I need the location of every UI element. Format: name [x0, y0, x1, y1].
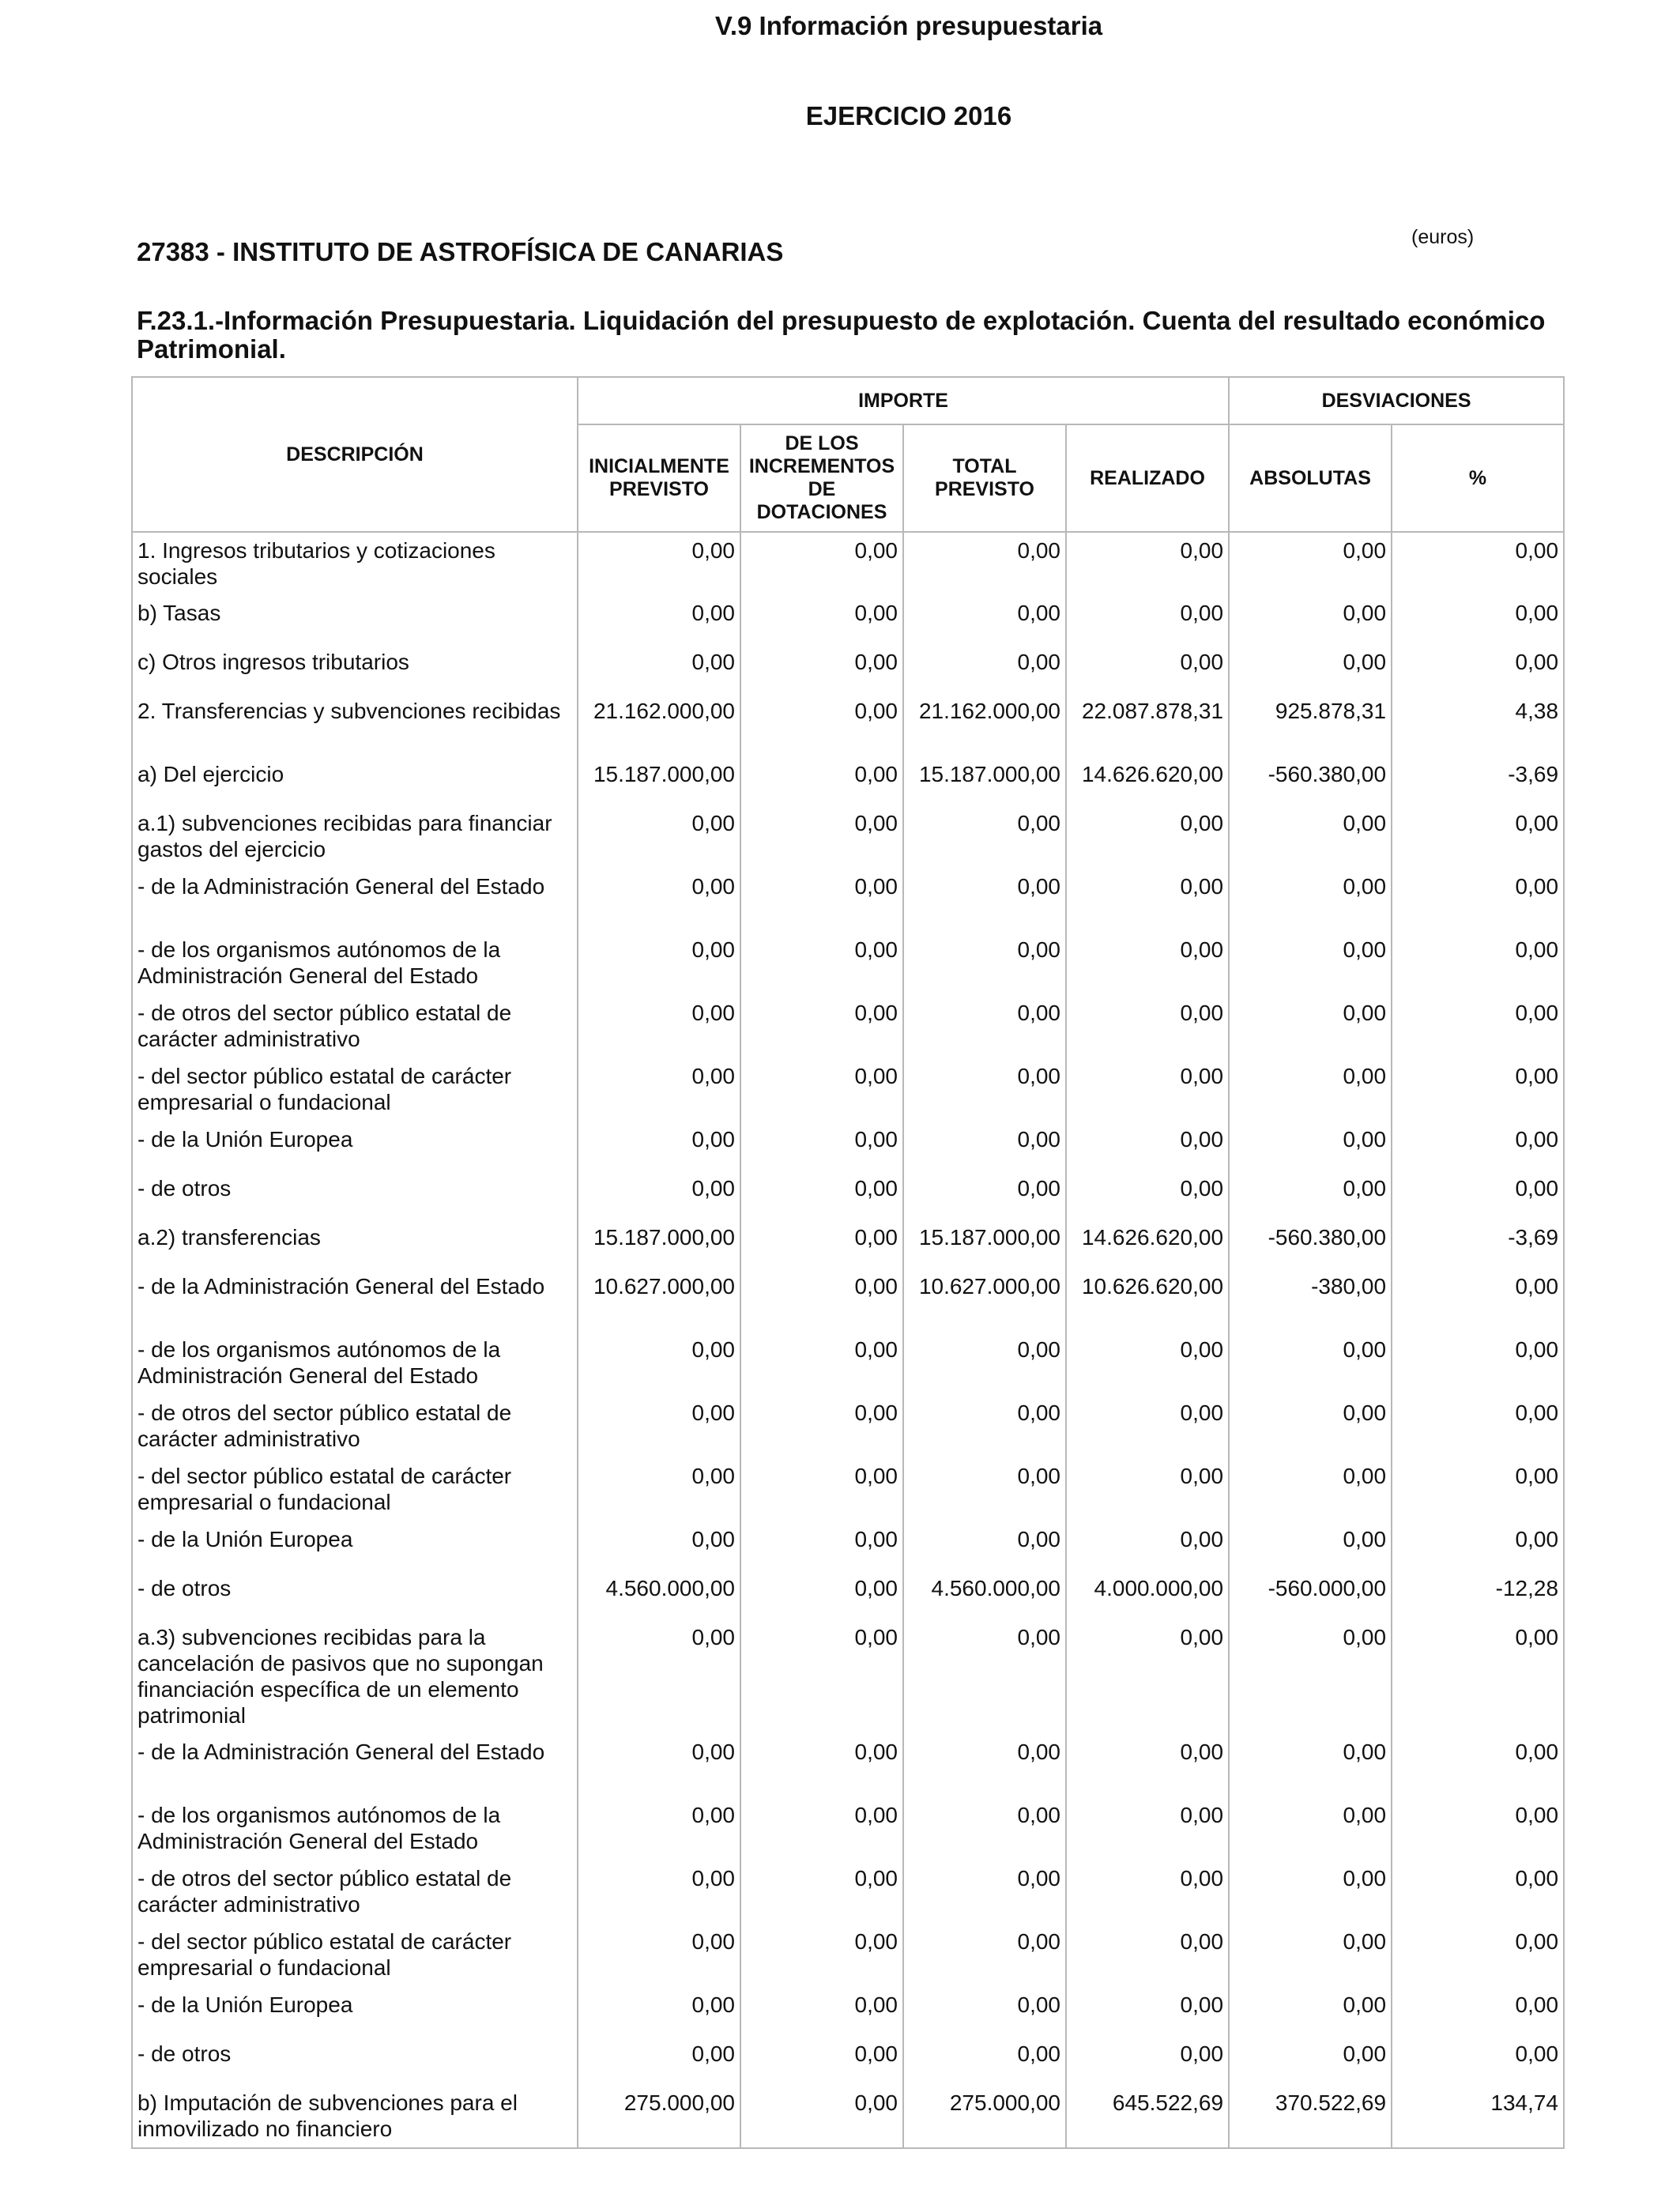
cell-inicialmente-previsto: 0,00: [578, 995, 740, 1058]
table-row: [132, 1619, 1564, 1734]
cell-porcentaje: 0,00: [1392, 1797, 1564, 1860]
cell-inicialmente-previsto: 0,00: [578, 1332, 740, 1395]
cell-total-previsto: 15.187.000,00: [903, 756, 1066, 805]
cell-inicialmente-previsto: 0,00: [578, 532, 740, 595]
cell-total-previsto: 4.560.000,00: [903, 1570, 1066, 1619]
cell-incrementos: 0,00: [740, 1058, 903, 1122]
cell-total-previsto: 0,00: [903, 644, 1066, 693]
header-desviaciones: DESVIACIONES: [1229, 377, 1564, 424]
cell-inicialmente-previsto: 275.000,00: [578, 2085, 740, 2148]
cell-absolutas: 0,00: [1229, 595, 1392, 644]
cell-realizado: 0,00: [1066, 1734, 1229, 1797]
row-description: - de los organismos autónomos de la Administración General del Estado: [132, 932, 578, 995]
cell-incrementos: 0,00: [740, 2085, 903, 2148]
cell-total-previsto: 0,00: [903, 1058, 1066, 1122]
cell-porcentaje: 0,00: [1392, 1332, 1564, 1395]
cell-inicialmente-previsto: 0,00: [578, 2036, 740, 2085]
table-row: [132, 1521, 1564, 1570]
table-row: [132, 532, 1564, 595]
cell-inicialmente-previsto: 0,00: [578, 595, 740, 644]
table-row: [132, 1269, 1564, 1332]
table-row: [132, 1332, 1564, 1395]
cell-porcentaje: 0,00: [1392, 869, 1564, 932]
cell-realizado: 0,00: [1066, 1521, 1229, 1570]
currency-units: (euros): [1411, 226, 1475, 248]
cell-realizado: 0,00: [1066, 1797, 1229, 1860]
cell-porcentaje: 0,00: [1392, 2036, 1564, 2085]
cell-incrementos: 0,00: [740, 1619, 903, 1734]
cell-inicialmente-previsto: 0,00: [578, 1797, 740, 1860]
cell-total-previsto: 0,00: [903, 1797, 1066, 1860]
header-importe: IMPORTE: [578, 377, 1229, 424]
cell-total-previsto: 0,00: [903, 595, 1066, 644]
cell-total-previsto: 0,00: [903, 932, 1066, 995]
header-total-previsto: TOTAL PREVISTO: [903, 424, 1066, 532]
cell-porcentaje: 134,74: [1392, 2085, 1564, 2148]
cell-porcentaje: 0,00: [1392, 995, 1564, 1058]
cell-incrementos: 0,00: [740, 532, 903, 595]
cell-total-previsto: 0,00: [903, 2036, 1066, 2085]
header-inicialmente-previsto: INICIALMENTE PREVISTO: [578, 424, 740, 532]
cell-incrementos: 0,00: [740, 1570, 903, 1619]
cell-absolutas: 0,00: [1229, 1619, 1392, 1734]
cell-incrementos: 0,00: [740, 1171, 903, 1220]
header-porcentaje: %: [1392, 424, 1564, 532]
cell-porcentaje: -3,69: [1392, 756, 1564, 805]
cell-absolutas: 0,00: [1229, 1058, 1392, 1122]
cell-absolutas: 0,00: [1229, 1395, 1392, 1458]
page-title: V.9 Información presupuestaria: [714, 11, 1103, 40]
cell-porcentaje: 0,00: [1392, 1458, 1564, 1521]
cell-realizado: 22.087.878,31: [1066, 693, 1229, 756]
cell-inicialmente-previsto: 0,00: [578, 1734, 740, 1797]
cell-porcentaje: 0,00: [1392, 1058, 1564, 1122]
cell-total-previsto: 0,00: [903, 805, 1066, 869]
table-row: [132, 932, 1564, 995]
cell-inicialmente-previsto: 15.187.000,00: [578, 1220, 740, 1269]
row-description: - de la Unión Europea: [132, 1987, 578, 2036]
cell-incrementos: 0,00: [740, 1269, 903, 1332]
cell-inicialmente-previsto: 0,00: [578, 644, 740, 693]
cell-incrementos: 0,00: [740, 1521, 903, 1570]
row-description: - de otros: [132, 2036, 578, 2085]
table-row: [132, 2085, 1564, 2148]
row-description: a.1) subvenciones recibidas para financiar gastos del ejercicio: [132, 805, 578, 869]
cell-absolutas: 0,00: [1229, 1734, 1392, 1797]
header-incrementos-dotaciones: DE LOS INCREMENTOS DE DOTACIONES: [740, 424, 903, 532]
cell-porcentaje: 0,00: [1392, 1619, 1564, 1734]
cell-realizado: 0,00: [1066, 1058, 1229, 1122]
cell-porcentaje: 0,00: [1392, 644, 1564, 693]
cell-total-previsto: 21.162.000,00: [903, 693, 1066, 756]
row-description: - de otros del sector público estatal de carácter administrativo: [132, 1395, 578, 1458]
table-row: [132, 1987, 1564, 2036]
cell-realizado: 0,00: [1066, 1860, 1229, 1924]
cell-absolutas: 0,00: [1229, 1797, 1392, 1860]
cell-porcentaje: 0,00: [1392, 1987, 1564, 2036]
cell-absolutas: 0,00: [1229, 1987, 1392, 2036]
cell-absolutas: 0,00: [1229, 805, 1392, 869]
cell-incrementos: 0,00: [740, 756, 903, 805]
row-description: - de otros: [132, 1171, 578, 1220]
cell-inicialmente-previsto: 0,00: [578, 1619, 740, 1734]
cell-absolutas: 0,00: [1229, 869, 1392, 932]
table-row: [132, 2036, 1564, 2085]
row-description: - de otros del sector público estatal de carácter administrativo: [132, 995, 578, 1058]
row-description: - del sector público estatal de carácter empresarial o fundacional: [132, 1458, 578, 1521]
table-row: [132, 693, 1564, 756]
cell-incrementos: 0,00: [740, 693, 903, 756]
cell-total-previsto: 0,00: [903, 995, 1066, 1058]
cell-inicialmente-previsto: 15.187.000,00: [578, 756, 740, 805]
cell-total-previsto: 0,00: [903, 1122, 1066, 1171]
cell-realizado: 0,00: [1066, 1171, 1229, 1220]
cell-incrementos: 0,00: [740, 1987, 903, 2036]
cell-porcentaje: 0,00: [1392, 1269, 1564, 1332]
cell-incrementos: 0,00: [740, 1924, 903, 1987]
cell-realizado: 0,00: [1066, 532, 1229, 595]
cell-total-previsto: 0,00: [903, 1171, 1066, 1220]
cell-inicialmente-previsto: 0,00: [578, 1171, 740, 1220]
cell-realizado: 4.000.000,00: [1066, 1570, 1229, 1619]
cell-absolutas: 0,00: [1229, 1521, 1392, 1570]
cell-inicialmente-previsto: 21.162.000,00: [578, 693, 740, 756]
cell-inicialmente-previsto: 0,00: [578, 1521, 740, 1570]
row-description: - de la Administración General del Estado: [132, 1269, 578, 1332]
cell-total-previsto: 0,00: [903, 1458, 1066, 1521]
cell-incrementos: 0,00: [740, 2036, 903, 2085]
cell-total-previsto: 0,00: [903, 532, 1066, 595]
cell-incrementos: 0,00: [740, 1797, 903, 1860]
table-row: [132, 1570, 1564, 1619]
cell-realizado: 0,00: [1066, 1924, 1229, 1987]
cell-porcentaje: 0,00: [1392, 532, 1564, 595]
cell-incrementos: 0,00: [740, 1220, 903, 1269]
row-description: - de la Unión Europea: [132, 1122, 578, 1171]
table-row: [132, 1860, 1564, 1924]
section-title: F.23.1.-Información Presupuestaria. Liquidación del presupuesto de explotación. Cuenta del resultado económico Patrimonial.: [137, 306, 1546, 364]
row-description: 1. Ingresos tributarios y cotizaciones sociales: [132, 532, 578, 595]
cell-incrementos: 0,00: [740, 1332, 903, 1395]
cell-absolutas: -560.000,00: [1229, 1570, 1392, 1619]
cell-absolutas: -560.380,00: [1229, 756, 1392, 805]
table-body: [132, 532, 1564, 2148]
cell-porcentaje: 0,00: [1392, 932, 1564, 995]
cell-porcentaje: 0,00: [1392, 1521, 1564, 1570]
cell-inicialmente-previsto: 0,00: [578, 869, 740, 932]
table-row: [132, 869, 1564, 932]
cell-absolutas: 0,00: [1229, 1171, 1392, 1220]
cell-total-previsto: 275.000,00: [903, 2085, 1066, 2148]
row-description: - de la Administración General del Estado: [132, 869, 578, 932]
cell-realizado: 10.626.620,00: [1066, 1269, 1229, 1332]
cell-inicialmente-previsto: 0,00: [578, 805, 740, 869]
cell-realizado: 0,00: [1066, 805, 1229, 869]
row-description: a) Del ejercicio: [132, 756, 578, 805]
cell-absolutas: 0,00: [1229, 1122, 1392, 1171]
cell-incrementos: 0,00: [740, 644, 903, 693]
row-description: - de la Administración General del Estado: [132, 1734, 578, 1797]
cell-realizado: 0,00: [1066, 1458, 1229, 1521]
cell-absolutas: -380,00: [1229, 1269, 1392, 1332]
table-row: [132, 644, 1564, 693]
table-row: [132, 995, 1564, 1058]
cell-inicialmente-previsto: 0,00: [578, 1395, 740, 1458]
cell-realizado: 0,00: [1066, 869, 1229, 932]
cell-inicialmente-previsto: 10.627.000,00: [578, 1269, 740, 1332]
cell-porcentaje: 0,00: [1392, 1860, 1564, 1924]
row-description: - del sector público estatal de carácter empresarial o fundacional: [132, 1924, 578, 1987]
cell-total-previsto: 0,00: [903, 1860, 1066, 1924]
table-row: [132, 1122, 1564, 1171]
row-description: b) Imputación de subvenciones para el inmovilizado no financiero: [132, 2085, 578, 2148]
budget-table: [131, 376, 1565, 2149]
table-row: [132, 1220, 1564, 1269]
table-row: [132, 805, 1564, 869]
cell-realizado: 0,00: [1066, 595, 1229, 644]
cell-absolutas: 0,00: [1229, 1860, 1392, 1924]
row-description: - de otros: [132, 1570, 578, 1619]
cell-realizado: 0,00: [1066, 1987, 1229, 2036]
cell-realizado: 0,00: [1066, 1619, 1229, 1734]
cell-incrementos: 0,00: [740, 932, 903, 995]
table-row: [132, 1924, 1564, 1987]
cell-inicialmente-previsto: 0,00: [578, 932, 740, 995]
cell-total-previsto: 0,00: [903, 1619, 1066, 1734]
header-realizado: REALIZADO: [1066, 424, 1229, 532]
cell-total-previsto: 15.187.000,00: [903, 1220, 1066, 1269]
cell-porcentaje: 0,00: [1392, 1171, 1564, 1220]
cell-incrementos: 0,00: [740, 1860, 903, 1924]
row-description: a.2) transferencias: [132, 1220, 578, 1269]
cell-porcentaje: 0,00: [1392, 1734, 1564, 1797]
cell-realizado: 645.522,69: [1066, 2085, 1229, 2148]
cell-total-previsto: 0,00: [903, 1734, 1066, 1797]
cell-absolutas: -560.380,00: [1229, 1220, 1392, 1269]
table-row: [132, 1734, 1564, 1797]
cell-incrementos: 0,00: [740, 1734, 903, 1797]
cell-absolutas: 0,00: [1229, 644, 1392, 693]
cell-absolutas: 0,00: [1229, 532, 1392, 595]
cell-inicialmente-previsto: 0,00: [578, 1458, 740, 1521]
cell-porcentaje: 0,00: [1392, 1122, 1564, 1171]
cell-inicialmente-previsto: 4.560.000,00: [578, 1570, 740, 1619]
cell-inicialmente-previsto: 0,00: [578, 1924, 740, 1987]
table-row: [132, 1395, 1564, 1458]
row-description: - de los organismos autónomos de la Administración General del Estado: [132, 1797, 578, 1860]
cell-absolutas: 0,00: [1229, 2036, 1392, 2085]
cell-incrementos: 0,00: [740, 1458, 903, 1521]
cell-incrementos: 0,00: [740, 1122, 903, 1171]
cell-inicialmente-previsto: 0,00: [578, 1987, 740, 2036]
table-row: [132, 1797, 1564, 1860]
cell-realizado: 14.626.620,00: [1066, 1220, 1229, 1269]
cell-porcentaje: -12,28: [1392, 1570, 1564, 1619]
cell-absolutas: 0,00: [1229, 995, 1392, 1058]
cell-total-previsto: 0,00: [903, 1395, 1066, 1458]
row-description: - del sector público estatal de carácter empresarial o fundacional: [132, 1058, 578, 1122]
cell-porcentaje: 4,38: [1392, 693, 1564, 756]
row-description: 2. Transferencias y subvenciones recibidas: [132, 693, 578, 756]
cell-incrementos: 0,00: [740, 595, 903, 644]
cell-realizado: 0,00: [1066, 644, 1229, 693]
cell-inicialmente-previsto: 0,00: [578, 1860, 740, 1924]
header-absolutas: ABSOLUTAS: [1229, 424, 1392, 532]
header-descripcion: DESCRIPCIÓN: [132, 377, 578, 532]
cell-realizado: 0,00: [1066, 1122, 1229, 1171]
cell-incrementos: 0,00: [740, 805, 903, 869]
row-description: c) Otros ingresos tributarios: [132, 644, 578, 693]
cell-absolutas: 370.522,69: [1229, 2085, 1392, 2148]
cell-total-previsto: 0,00: [903, 869, 1066, 932]
fiscal-year: EJERCICIO 2016: [805, 101, 1012, 130]
row-description: - de otros del sector público estatal de carácter administrativo: [132, 1860, 578, 1924]
table-row: [132, 756, 1564, 805]
cell-incrementos: 0,00: [740, 995, 903, 1058]
cell-inicialmente-previsto: 0,00: [578, 1122, 740, 1171]
cell-absolutas: 0,00: [1229, 932, 1392, 995]
cell-porcentaje: -3,69: [1392, 1220, 1564, 1269]
row-description: - de los organismos autónomos de la Administración General del Estado: [132, 1332, 578, 1395]
cell-realizado: 0,00: [1066, 2036, 1229, 2085]
row-description: a.3) subvenciones recibidas para la cancelación de pasivos que no supongan financiación específica de un elemento patrimonial: [132, 1619, 578, 1734]
table-row: [132, 595, 1564, 644]
cell-absolutas: 0,00: [1229, 1332, 1392, 1395]
cell-realizado: 0,00: [1066, 1332, 1229, 1395]
cell-realizado: 0,00: [1066, 995, 1229, 1058]
cell-absolutas: 0,00: [1229, 1458, 1392, 1521]
cell-incrementos: 0,00: [740, 869, 903, 932]
cell-porcentaje: 0,00: [1392, 595, 1564, 644]
cell-total-previsto: 0,00: [903, 1332, 1066, 1395]
cell-total-previsto: 0,00: [903, 1924, 1066, 1987]
table-row: [132, 1171, 1564, 1220]
cell-porcentaje: 0,00: [1392, 1395, 1564, 1458]
cell-porcentaje: 0,00: [1392, 1924, 1564, 1987]
cell-absolutas: 925.878,31: [1229, 693, 1392, 756]
table-row: [132, 1458, 1564, 1521]
cell-total-previsto: 0,00: [903, 1521, 1066, 1570]
cell-porcentaje: 0,00: [1392, 805, 1564, 869]
cell-incrementos: 0,00: [740, 1395, 903, 1458]
cell-total-previsto: 10.627.000,00: [903, 1269, 1066, 1332]
row-description: b) Tasas: [132, 595, 578, 644]
table-row: [132, 1058, 1564, 1122]
cell-total-previsto: 0,00: [903, 1987, 1066, 2036]
row-description: - de la Unión Europea: [132, 1521, 578, 1570]
cell-inicialmente-previsto: 0,00: [578, 1058, 740, 1122]
cell-realizado: 0,00: [1066, 1395, 1229, 1458]
cell-realizado: 14.626.620,00: [1066, 756, 1229, 805]
entity-name: 27383 - INSTITUTO DE ASTROFÍSICA DE CANARIAS: [137, 237, 784, 266]
cell-absolutas: 0,00: [1229, 1924, 1392, 1987]
cell-realizado: 0,00: [1066, 932, 1229, 995]
